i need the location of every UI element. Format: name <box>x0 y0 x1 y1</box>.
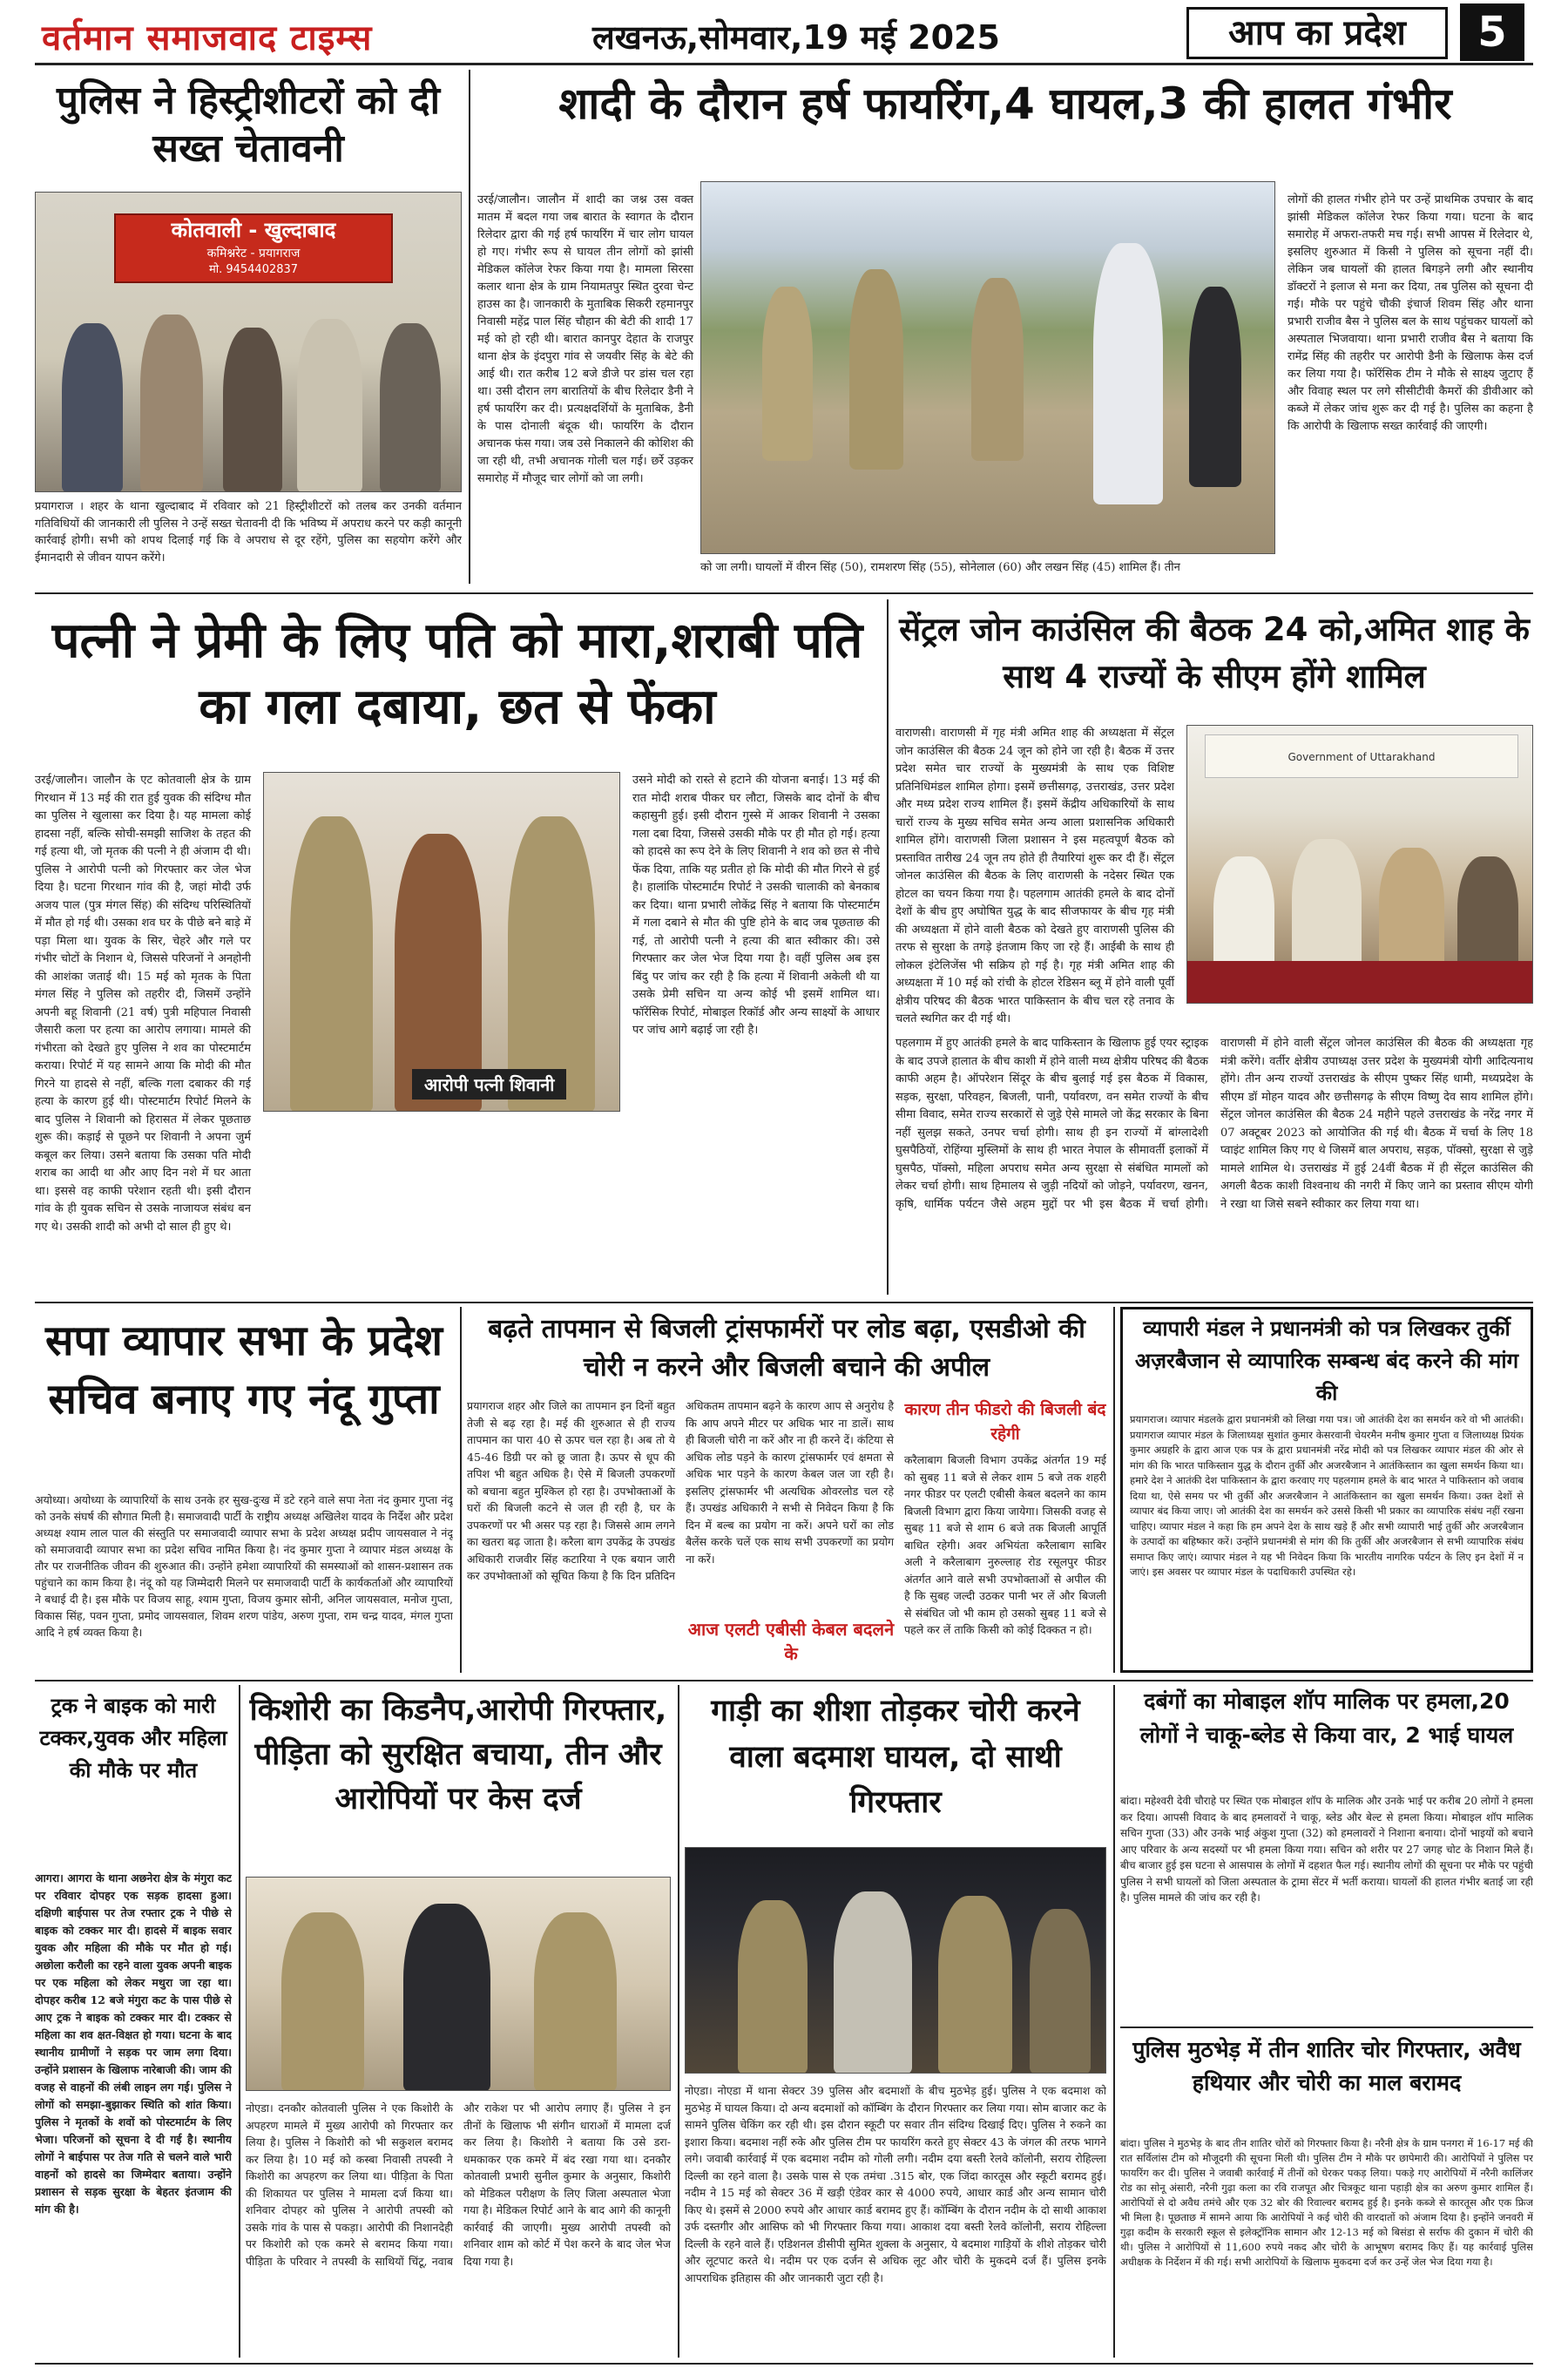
photo-accused-wife <box>263 772 620 1112</box>
headline: पुलिस ने हिस्ट्रीशीटरों को दी सख्त चेतावनी <box>57 78 440 171</box>
story-truck-accident <box>35 1685 232 2358</box>
headline: पुलिस मुठभेड़ में तीन शातिर चोर गिरफ्तार, अवैध हथियार और चोरी का माल बरामद <box>1132 2037 1521 2095</box>
story-mobile-shop-attack <box>1120 1685 1533 2021</box>
article-body-b: करैलाबाग बिजली विभाग उपकेंद्र अंतर्गत 19 मई को सुबह 11 बजे से लेकर शाम 5 बजे तक शहरी नगर फीडर पर एलटी एबीसी केबल बदलने का काम बिजली विभाग द्वारा किया जायेगा। जिसकी वजह से सुबह 11 बजे से शाम 6 बजे तक बिजली आपूर्ति बाधित रहेगी। अवर अभियंता करैलाबाग साबिर अली ने करैलाबाग नुरुल्लाह रोड रसूलपुर फीडर अंतर्गत आने वाले सभी उपभोक्ताओं से अपील की है कि सुबह जल्दी उठकर पानी भर लें और बिजली से संबंधित जो भी काम हो उसको सुबह 11 बजे से पहले कर लें ताकि किसी को कोई दिक्कत न हो। <box>904 1453 1106 1636</box>
headline: ट्रक ने बाइक को मारी टक्कर,युवक और महिला की मौके पर मौत <box>39 1694 227 1783</box>
section-title: आप का प्रदेश <box>1228 13 1406 53</box>
article-body-a: प्रयागराज शहर और जिले का तापमान इन दिनों बहुत तेजी से बढ़ रहा है। मई की शुरुआत से ही राज्य तापमान का पारा 40 से ऊपर चल रहा है। अब तो ये 45-46 डिग्री पर को छू जाता है। ऊपर से धूप की तपिश भी बहुत अधिक है। ऐसे में बिजली उपकरणों को बचाना बहुत मुश्किल हो रहा है। उपभोक्ताओं के घरों की बिजली कटने से जल ही रही है, घर के उपकरणों पर भी असर पड़ रहा है। जिससे आम लगने का खतरा बढ़ जाता है। करैला बाग उपकेंद्र के उपखंड अधिकारी राजवीर सिंह कटारिया ने एक बयान जारी कर उपभोक्ताओं को सूचित किया है कि दिन प्रतिदिन अधिकतम तापमान बढ़ने के कारण आप से अनुरोध है कि आप अपने मीटर पर अधिक भार ना डालें। साथ ही बिजली चोरी ना करें और ना ही करने दें। कंटिया से अधिक लोड पड़ने के कारण ट्रांसफार्मर एवं क्षमता से अधिक भार पड़ने के कारण केबल जल जा रही है। इसलिए ट्रांसफार्मर भी अत्यधिक ओवरलोड चल रहे हैं। उपखंड अधिकारी ने सभी से निवेदन किया है कि दिन में बल्ब का प्रयोग ना करें। अपने घरों का लोड बैलेंस करके चलें एक साथ सभी उपकरणों का प्रयोग ना करें। <box>467 1399 894 1582</box>
story-police-encounter-thieves <box>1120 2032 1533 2358</box>
photo-police-station <box>35 192 462 492</box>
section-box <box>1186 7 1448 59</box>
story-sapa-vyapar-sabha <box>35 1307 453 1673</box>
kicker-cable: आज एलटी एबीसी केबल बदलने के <box>687 1619 895 1664</box>
page-number: 5 <box>1460 3 1524 61</box>
story-kidnap <box>246 1685 671 2358</box>
headline: गाड़ी का शीशा तोड़कर चोरी करने वाला बदमाश घायल, दो साथी गिरफ्तार <box>711 1694 1080 1820</box>
headline: बढ़ते तापमान से बिजली ट्रांसफार्मरों पर लोड बढ़ा, एसडीओ की चोरी न करने और बिजली बचाने की अपील <box>488 1314 1085 1383</box>
article-body: प्रयागराज। व्यापार मंडलके द्वारा प्रधानमंत्री को लिखा गया पत्र। जो आतंकी देश का समर्थन करे वो भी आतंकी। प्रयागराज व्यापार मंडल के जिलाध्यक्ष सुशांत कुमार केसरवानी चेयरमैन मनीष कुमार गुप्ता व जिलाध्यक्ष प्रियंक कुमार अग्रहरि के द्वारा आज एक पत्र के द्वारा प्रधानमंत्री नरेंद्र मोदी को पत्र लिखकर व्यापार मंडल की ओर से मांग की कि भारत पाकिस्तान युद्ध के दौरान तुर्की और अजरबैजान ने आतंकिस्तान का खुला समर्थन किया था। हमारे देश ने आतंकी देश पाकिस्तान के द्वारा करवाए गए पहलगाम हमले के बाद भारत ने पाकिस्तान को जवाब दिया था, ऐसे समय पर भी तुर्की और अजरबैजान ने आतंकिस्तान का खुला समर्थन किया। उक्त देशों से व्यापार बंद किया जाए। जो आतंकी देश का समर्थन करे उससे किसी भी प्रकार का व्यापारिक संबंध नहीं रखना चाहिए। व्यापार मंडल ने कहा कि हम अपने देश के साथ खड़े हैं और सभी व्यापारी भाई तुर्की और अजरबैजान के उत्पादों का बहिष्कार करें। उन्होंने प्रधानमंत्री से मांग की कि तुर्की और अजरबैजान से सभी व्यापारिक संबंध समाप्त किए जाएं। व्यापार मंडल ने यह भी निवेदन किया कि भारतीय नागरिक पर्यटन के लिए इन देशों में न जाएं। इस अवसर पर व्यापार मंडल के पदाधिकारी उपस्थित रहे। <box>1130 1413 1524 1578</box>
article-body: नोएडा। दनकौर कोतवाली पुलिस ने एक किशोरी के अपहरण मामले में मुख्य आरोपी को गिरफ्तार कर लिया है। पुलिस ने किशोरी को भी सकुशल बरामद कर लिया है। 10 मई को कस्बा निवासी तपस्वी ने किशोरी का अपहरण कर लिया था। पीड़िता के पिता की शिकायत पर पुलिस ने मामला दर्ज किया था। शनिवार दोपहर को पुलिस ने आरोपी तपस्वी को उसके गांव के पास से पकड़ा। आरोपी की निशानदेही पर किशोरी को एक कमरे से बरामद किया गया। पीड़िता के परिवार ने तपस्वी के साथियों चिंटू, नवाब और राकेश पर भी आरोप लगाए हैं। पुलिस ने इन तीनों के खिलाफ भी संगीन धाराओं में मामला दर्ज कर लिया है। किशोरी ने बताया कि उसे डरा-धमकाकर एक कमरे में बंद रखा गया था। दनकौर कोतवाली प्रभारी सुनील कुमार के अनुसार, किशोरी को मेडिकल परीक्षण के लिए जिला अस्पताल भेजा गया है। मेडिकल रिपोर्ट आने के बाद आगे की कानूनी कार्रवाई की जाएगी। मुख्य आरोपी तपस्वी को शनिवार शाम को कोर्ट में पेश करने के बाद जेल भेज दिया गया है। <box>246 2101 671 2268</box>
kicker-feeder: कारण तीन फीडरो की बिजली बंद रहेगी <box>904 1400 1106 1444</box>
meeting-banner: Government of Uttarakhand <box>1205 734 1518 778</box>
article-body-a: उरई/जालौन। जालौन के एट कोतवाली क्षेत्र के ग्राम गिरथान में 13 मई की रात हुई युवक की संदिग्ध मौत का पुलिस ने खुलासा कर दिया है। यह मामला कोई हादसा नहीं, बल्कि सोची-समझी साजिश के तहत की गई हत्या थी, जो मृतक की पत्नी ने ही अंजाम दी थी। पुलिस ने आरोपी पत्नी को गिरफ्तार कर जेल भेज दिया है। घटना गिरथान गांव की है, जहां मोदी उर्फ अजय पाल (पुत्र मंगल सिंह) की संदिग्ध परिस्थितियों में मौत हो गई थी। उसका शव घर के पीछे बने बाड़े में पड़ा मिला था। युवक के सिर, चेहरे और गले पर गंभीर चोटों के निशान थे, जिससे परिजनों ने अनहोनी की आशंका जताई थी। 15 मई को मृतक के पिता मंगल सिंह ने पुलिस को तहरीर दी, जिसमें उन्होंने अपनी बहू शिवानी (21 वर्ष) पुत्री महिपाल निवासी जैसारी कला पर हत्या का आरोप लगाया। मामले की गंभीरता को देखते हुए पुलिस ने शव का पोस्टमार्टम कराया। रिपोर्ट में यह सामने आया कि मोदी की मौत गिरने या हादसे से नहीं, बल्कि गला दबाकर की गई हत्या के कारण हुई थी। पोस्टमार्टम रिपोर्ट मिलने के बाद पुलिस ने शिवानी को हिरासत में लेकर पूछताछ शुरू की। कड़ाई से पूछने पर शिवानी ने अपना जुर्म कबूल कर लिया। उसने बताया कि उसका पति मोदी शराब का आदी था और आए दिन नशे में घर आता था। इससे वह काफी परेशान रहती थी। इसी दौरान गांव के ही युवक सचिन से उसके नाजायज संबंध बन गए थे। उसकी शादी को अभी दो साल ही हुए थे। <box>35 774 251 1234</box>
article-body: बांदा। पुलिस ने मुठभेड़ के बाद तीन शातिर चोरों को गिरफ्तार किया है। नरैनी क्षेत्र के ग्राम पनगरा में 16-17 मई की रात सर्विलांस टीम को मौजूदगी की सूचना मिली थी। पुलिस टीम ने मौके पर छापेमारी की। आरोपियों ने पुलिस पर फायरिंग कर दी। पुलिस ने जवाबी कार्रवाई में तीनों को घेरकर पकड़ लिया। पकड़े गए आरोपियों में नरैनी कालिंजर रोड का सोनू अंसारी, नरैनी गुढ़ा कला का रवि राजपूत और चित्रकूट थाना पहाड़ी क्षेत्र का अरुण कुमार शामिल हैं। आरोपियों से दो अवैध तमंचे और एक 32 बोर की रिवाल्वर बरामद हुई है। इनके कब्जे से कारतूस और एक फ्रिज भी मिला है। पूछताछ में सामने आया कि आरोपियों ने कई चोरी की वारदातों को अंजाम दिया है। इन्होंने जनवरी में गुढ़ा कदीम के सरकारी स्कूल से इलेक्ट्रॉनिक सामान और 12-13 मई को बिसंडा से सर्राफ की दुकान में चोरी की थी। पुलिस ने आरोपियों से 11,600 रुपये नकद और चोरी के आभूषण बरामद किए हैं। यह कार्रवाई पुलिस अधीक्षक के निर्देशन में की गई। सभी आरोपियों के खिलाफ मुकदमा दर्ज कर उन्हें जेल भेज दिया गया है। <box>1120 2137 1533 2268</box>
article-body-left: उरई/जालौन। जालौन में शादी का जश्न उस वक्त मातम में बदल गया जब बारात के स्वागत के दौरान रिलेदार द्वारा की गई हर्ष फायरिंग में चार लोग घायल हो गए। गंभीर रूप से घायल तीन लोगों को झांसी मेडिकल कॉलेज रेफर किया गया है। मामला सिरसा कलार थाना क्षेत्र के ग्राम नियामतपुर स्थित दुरवा चेन्ट हाउस का है। जानकारी के मुताबिक सिकरी रहमानपुर निवासी महेंद्र पाल सिंह चौहान की बेटी की शादी 17 मई को हो रही थी। बारात कानपुर देहात के राजपुर थाना क्षेत्र के इंदपुरा गांव से जयवीर सिंह के बेटे की आई थी। रात करीब 12 बजे डीजे पर डांस चल रहा था। उसी दौरान लग बारातियों के बीच रिलेदार डैनी ने हर्ष फायरिंग कर दी। प्रत्यक्षदर्शियों के मुताबिक, डैनी के पास दोनाली बंदूक थी। फायरिंग के दौरान अचानक फंस गया। जब उसे निकालने की कोशिश की जा रही थी, तभी अचानक गोली चल गई। छर्रे उड़कर समारोह में मौजूद चार लोगों को जा लगी। <box>477 193 693 485</box>
article-body: बांदा। महेश्वरी देवी चौराहे पर स्थित एक मोबाइल शॉप के मालिक और उनके भाई पर करीब 20 लोगों ने हमला कर दिया। आपसी विवाद के बाद हमलावरों ने चाकू, ब्लेड और बेल्ट से हमला किया। मोबाइल शॉप मालिक सचिन गुप्ता (33) और उनके भाई अंकुश गुप्ता (32) को हमलावरों ने निशाना बनाया। दोनों भाइयों को बचाने आए परिवार के अन्य सदस्यों पर भी हमला किया गया। सचिन को शरीर पर 27 जगह चोट के निशान मिले हैं। बीच बाजार हुई इस घटना से आसपास के लोगों में दहशत फैल गई। स्थानीय लोगों की सूचना पर मौके पर पहुंची पुलिस ने सभी घायलों को जिला अस्पताल के ट्रामा सेंटर में भर्ती कराया। घायलों की हालत गंभीर बताई जा रही है। पुलिस मामले की जांच कर रही है। <box>1120 1795 1533 1904</box>
headline: शादी के दौरान हर्ष फायरिंग,4 घायल,3 की हालत गंभीर <box>558 78 1452 129</box>
story-central-zone-council <box>896 599 1533 1295</box>
photo-meeting <box>1186 725 1533 1004</box>
article-body-b: उसने मोदी को रास्ते से हटाने की योजना बनाई। 13 मई की रात मोदी शराब पीकर घर लौटा, जिसके बाद दोनों के बीच कहासुनी हुई। इसी दौरान गुस्से में आकर शिवानी ने उसका गला दबा दिया, जिससे उसकी मौके पर ही मौत हो गई। हत्या को हादसे का रूप देने के लिए शिवानी ने शव को छत से नीचे फेंक दिया, ताकि यह प्रतीत हो कि मोदी की मौत गिरने से हुई है। हालांकि पोस्टमार्टम रिपोर्ट ने उसकी चालाकी को बेनकाब कर दिया। थाना प्रभारी लोकेंद्र सिंह ने बताया कि पोस्टमार्टम में गला दबाने से मौत की पुष्टि होने के बाद जब पूछताछ की गई, तो आरोपी पत्नी ने हत्या की बात स्वीकार की। उसे गिरफ्तार कर जेल भेज दिया गया है। वहीं पुलिस अब इस बिंदु पर जांच कर रही है कि हत्या में शिवानी अकेली थी या उसके प्रेमी सचिन या अन्य कोई भी इसमें शामिल था। फॉरेंसिक रिपोर्ट, मोबाइल रिकॉर्ड और अन्य साक्ष्यों के आधार पर जांच आगे बढ़ाई जा रही है। <box>632 774 880 1037</box>
dateline: लखनऊ,सोमवार,19 मई 2025 <box>592 18 1000 57</box>
headline: पत्नी ने प्रेमी के लिए पति को मारा,शराबी पति का गला दबाया, छत से फेंका <box>51 612 863 735</box>
story-historysheeters <box>35 70 462 584</box>
story-trade-boycott <box>1120 1307 1533 1673</box>
headline: किशोरी का किडनैप,आरोपी गिरफ्तार, पीड़िता को सुरक्षित बचाया, तीन और आरोपियों पर केस दर्ज <box>249 1693 667 1817</box>
photo-arrest <box>246 1877 671 2091</box>
photo-caption: को जा लगी। घायलों में वीरन सिंह (50), रामशरण सिंह (55), सोनेलाल (60) और लखन सिंह (45) शामिल हैं। तीन <box>700 561 1180 574</box>
story-wife-murder <box>35 599 880 1295</box>
photo-encounter <box>685 1847 1106 2074</box>
headline: व्यापारी मंडल ने प्रधानमंत्री को पत्र लिखकर तुर्की अज़रबैजान से व्यापारिक सम्बन्ध बंद करने की मांग की <box>1134 1316 1519 1406</box>
article-body-a: वाराणसी। वाराणसी में गृह मंत्री अमित शाह की अध्यक्षता में सेंट्रल जोन काउंसिल की बैठक 24 जून को होने जा रही है। बैठक में उत्तर प्रदेश समेत चार राज्यों के मुख्यमंत्री के साथ एक विशिष्ट प्रतिनिधिमंडल शामिल होगा। इसमें छत्तीसगढ़, उत्तराखंड, उत्तर प्रदेश और मध्य प्रदेश राज्य शामिल हैं। इसमें केंद्रीय अधिकारियों के साथ चारों राज्य के मुख्य सचिव समेत अन्य आला प्रशासनिक अधिकारी शामिल होंगे। वाराणसी जिला प्रशासन ने इस महत्वपूर्ण बैठक को प्रस्तावित तारीख 24 जून तय होते ही तैयारियां शुरू कर दी हैं। सेंट्रल जोनल काउंसिल की बैठक के लिए वाराणसी के नदेसर स्थित एक होटल का चयन किया गया है। पहलगाम आतंकी हमले के बाद दोनों देशों के बीच हुए अघोषित युद्ध के बाद सीजफायर के बीच गृह मंत्री की अध्यक्षता में होने वाली बैठक को देखते हुए वाराणसी पुलिस की तरफ से सुरक्षा के तगड़े इंतजाम किए जा रहे हैं। आईबी के साथ ही लोकल इंटेलिजेंस भी सक्रिय हो गई है। गृह मंत्री अमित शाह की अध्यक्षता में 10 मई को रांची के होटल रेडिसन ब्लू में होने वाली पूर्वी क्षेत्रीय परिषद की बैठक भारत पाकिस्तान के बीच चल रहे तनाव के चलते स्थगित कर दी गई थी। <box>896 727 1174 1025</box>
article-body: अयोध्या। अयोध्या के व्यापारियों के साथ उनके हर सुख-दुःख में डटे रहने वाले सपा नेता नंद कुमार गुप्ता नंदू को उनके संघर्ष की सौगात मिली है। समाजवादी पार्टी के राष्ट्रीय अध्यक्ष अखिलेश यादव के निर्देश और प्रदेश अध्यक्ष श्याम लाल पाल की संस्तुति पर समाजवादी व्यापार सभा के प्रदेश अध्यक्ष प्रदीप जायसवाल ने नंदू को समाजवादी व्यापार सभा का प्रदेश सचिव नामित किया है। नंद कुमार गुप्ता ने व्यापार मंडल अध्यक्ष के तौर पर राजनीतिक जीवन की शुरुआत की। उन्होंने हमेशा व्यापारियों की समस्याओं को शासन-प्रशासन तक पहुंचाने का काम किया है। नंदू को यह जिम्मेदारी मिलने पर समाजवादी पार्टी के कार्यकर्ताओं और व्यापारियों ने बधाई दी है। इस मौके पर विजय साहू, श्याम गुप्ता, विजय कुमार सोनी, अनिल जायसवाल, मनोज गुप्ता, विकास सिंह, पवन गुप्ता, प्रमोद जायसवाल, शिवम शरण पांडेय, अरुण गुप्ता, राम चन्द्र यादव, मंगल गुप्ता आदि ने हर्ष व्यक्त किया है। <box>35 1493 453 1639</box>
article-body: प्रयागराज । शहर के थाना खुल्दाबाद में रविवार को 21 हिस्ट्रीशीटरों को तलब कर उनकी वर्तमान गतिविधियों की जानकारी ली पुलिस ने उन्हें सख्त चेतावनी दी कि भविष्य में अपराध करने पर कड़ी कानूनी कार्रवाई होगी। सभी को शपथ दिलाई गई कि वे अपराध से दूर रहेंगे, पुलिस का सहयोग करेंगे और ईमानदारी से जीवन यापन करेंगे। <box>35 500 462 565</box>
article-body: नोएडा। नोएडा में थाना सेक्टर 39 पुलिस और बदमाशों के बीच मुठभेड़ हुई। पुलिस ने एक बदमाश को मुठभेड़ में घायल किया। दो अन्य बदमाशों को कॉम्बिंग के दौरान गिरफ्तार कर लिया गया। सोम बाजार कट के सामने पुलिस चेकिंग कर रही थी। इस दौरान स्कूटी पर सवार तीन संदिग्ध दिखाई दिए। पुलिस ने रुकने का इशारा किया। बदमाश नहीं रुके और पुलिस टीम पर फायरिंग करते हुए सेक्टर 43 के जंगल की तरफ भागने लगे। जवाबी कार्रवाई में एक बदमाश नदीम को गोली लगी। नदीम दया बस्ती रेलवे कॉलोनी, सराय रोहिल्ला दिल्ली का रहने वाला है। उसके पास से एक तमंचा .315 बोर, एक जिंदा कारतूस और स्कूटी बरामद हुई। नदीम ने 15 मई को सेक्टर 36 में खड़ी एंडेवर कार से 4000 रुपये, आधार कार्ड और अन्य सामान चोरी किए थे। इसमें से 2000 रुपये और आधार कार्ड बरामद हुए हैं। कॉम्बिंग के दौरान नदीम के दो साथी आकाश उर्फ दस्तगीर और आसिफ को भी गिरफ्तार किया गया। आकाश दया बस्ती रेलवे कॉलोनी, सराय रोहिल्ला दिल्ली के रहने वाले हैं। एडिशनल डीसीपी सुमित शुक्ला के अनुसार, ये बदमाश गाड़ियों के शीशे तोड़कर चोरी और लूटपाट करते थे। नदीम पर एक दर्जन से अधिक लूट और चोरी के मुकदमे दर्ज हैं। पुलिस इनके आपराधिक इतिहास की और जानकारी जुटा रही है। <box>685 2084 1106 2284</box>
story-harsh-firing <box>477 70 1533 584</box>
photo-tag: आरोपी पत्नी शिवानी <box>412 1069 566 1100</box>
photo-police-inspection <box>700 181 1275 554</box>
headline: दबंगों का मोबाइल शॉप मालिक पर हमला,20 लोगों ने चाकू-ब्लेड से किया वार, 2 भाई घायल <box>1139 1688 1514 1748</box>
headline: सेंट्रल जोन काउंसिल की बैठक 24 को,अमित शाह के साथ 4 राज्यों के सीएम होंगे शामिल <box>899 611 1530 695</box>
headline: सपा व्यापार सभा के प्रदेश सचिव बनाए गए नंदू गुप्ता <box>45 1316 443 1424</box>
story-car-glass-theft <box>685 1685 1106 2358</box>
article-body-right: लोगों की हालत गंभीर होने पर उन्हें प्राथमिक उपचार के बाद झांसी मेडिकल कॉलेज रेफर किया गया। घटना के बाद समारोह में अफरा-तफरी मच गई। सभी आपस में रिलेदार थे, इसलिए शुरुआत में किसी ने पुलिस को सूचना नहीं दी। लेकिन जब घायलों की हालत बिगड़ने लगी और स्थानीय डॉक्टरों ने इलाज से मना कर दिया, तब पुलिस को सूचना दी गई। मौके पर पहुंचे चौकी इंचार्ज शिवम सिंह और थाना प्रभारी राजीव बैस ने पुलिस बल के साथ पहुंचकर घायलों को अस्पताल भिजवाया। थाना प्रभारी राजीव बैस ने बताया कि रामेंद्र सिंह की तहरीर पर आरोपी डैनी के खिलाफ केस दर्ज कर लिया गया है। फॉरेंसिक टीम ने मौके से साक्ष्य जुटाए हैं और विवाह स्थल पर लगे सीसीटीवी कैमरों की डीवीआर को कब्जे में लेकर जांच शुरू कर दी गई है। पुलिस का कहना है कि आरोपी के खिलाफ सख्त कार्रवाई की जाएगी। <box>1288 193 1533 433</box>
story-electricity-load <box>467 1307 1106 1673</box>
article-body-b: पहलगाम में हुए आतंकी हमले के बाद पाकिस्तान के खिलाफ हुई एयर स्ट्राइक के बाद उपजे हालात के बीच काशी में होने वाली मध्य क्षेत्रीय परिषद की बैठक काफी अहम है। ऑपरेशन सिंदूर के बीच बुलाई गई इस बैठक में विकास, सड़क, सुरक्षा, परिवहन, बिजली, पानी, पर्यावरण, वन समेत राज्यों के बीच सीमा विवाद, समेत राज्य सरकारों से जुड़े ऐसे मामले जो केंद्र सरकार के बिना नहीं सुलझ सकते, उनपर चर्चा होगी। साथ ही इन राज्यों में बांग्लादेशी घुसपैठियों, रोहिंग्या मुस्लिमों के साथ ही भारत नेपाल के सीमावर्ती इलाकों में घुसपैठ, पॉक्सो, महिला अपराध समेत अन्य सुरक्षा से संबंधित मामलों को लेकर चर्चा होगी। साथ हिमालय से जुड़ी नदियों को जोड़ने, पर्यावरण, खनन, कृषि, धार्मिक पर्यटन जैसे अहम मुद्दों पर भी इस बैठक में चर्चा होगी। वाराणसी में होने वाली सेंट्रल जोनल काउंसिल की बैठक की अध्यक्षता गृह मंत्री करेंगे। वर्तीर क्षेत्रीय उपाध्यक्ष उत्तर प्रदेश के मुख्यमंत्री योगी आदित्यनाथ होंगे। तीन अन्य राज्यों उत्तराखंड के सीएम पुष्कर सिंह धामी, मध्यप्रदेश के सीएम डॉ मोहन यादव और छत्तीसगढ़ के सीएम विष्णु देव साय शामिल होंगे। सेंट्रल जोनल काउंसिल की बैठक 24 महीने पहले उत्तराखंड के नरेंद्र नगर में 07 अक्टूबर 2023 को आयोजित की गई थी। बैठक में चर्चा के लिए 18 प्वाइंट शामिल किए गए थे जिसमें बाल अपराध, सड़क, पॉक्सो, सुरक्षा से जुड़े मामले शामिल थे। उत्तराखंड में हुई 24वीं बैठक में ही सेंट्रल काउंसिल की अगली बैठक काशी विश्वनाथ की नगरी में किए जाने का प्रस्ताव सीएम योगी ने रखा था जिसे सबने स्वीकार कर लिया गया था। <box>896 1037 1533 1211</box>
paper-name: वर्तमान समाजवाद टाइम्स <box>42 18 373 58</box>
station-signboard: कोतवाली - खुल्दाबाद कमिश्नरेट - प्रयागराज मो. 9454402837 <box>114 213 393 283</box>
article-body: आगरा। आगरा के थाना अछनेरा क्षेत्र के मंगुरा कट पर रविवार दोपहर एक सड़क हादसा हुआ। दक्षिणी बाईपास पर तेज रफ्तार ट्रक ने पीछे से बाइक को टक्कर मार दी। हादसे में बाइक सवार युवक और महिला की मौके पर मौत हो गई। अछोला करौली का रहने वाला युवक अपनी बाइक पर एक महिला को लेकर मथुरा जा रहा था। दोपहर करीब 12 बजे मंगुरा कट के पास पीछे से आए ट्रक ने बाइक को टक्कर मार दी। टक्कर से महिला का शव क्षत-विक्षत हो गया। घटना के बाद स्थानीय ग्रामीणों ने सड़क पर जाम लगा दिया। उन्होंने प्रशासन के खिलाफ नारेबाजी की। जाम की वजह से वाहनों की लंबी लाइन लग गई। पुलिस ने लोगों को समझा-बुझाकर स्थिति को शांत किया। पुलिस ने मृतकों के शवों को पोस्टमार्टम के लिए भेजा। परिजनों को सूचना दे दी गई है। स्थानीय लोगों ने बाईपास पर तेज गति से चलने वाले भारी वाहनों को हादसे का जिम्मेदार बताया। उन्होंने प्रशासन से सड़क सुरक्षा के बेहतर इंतजाम की मांग की है। <box>35 1871 232 2216</box>
